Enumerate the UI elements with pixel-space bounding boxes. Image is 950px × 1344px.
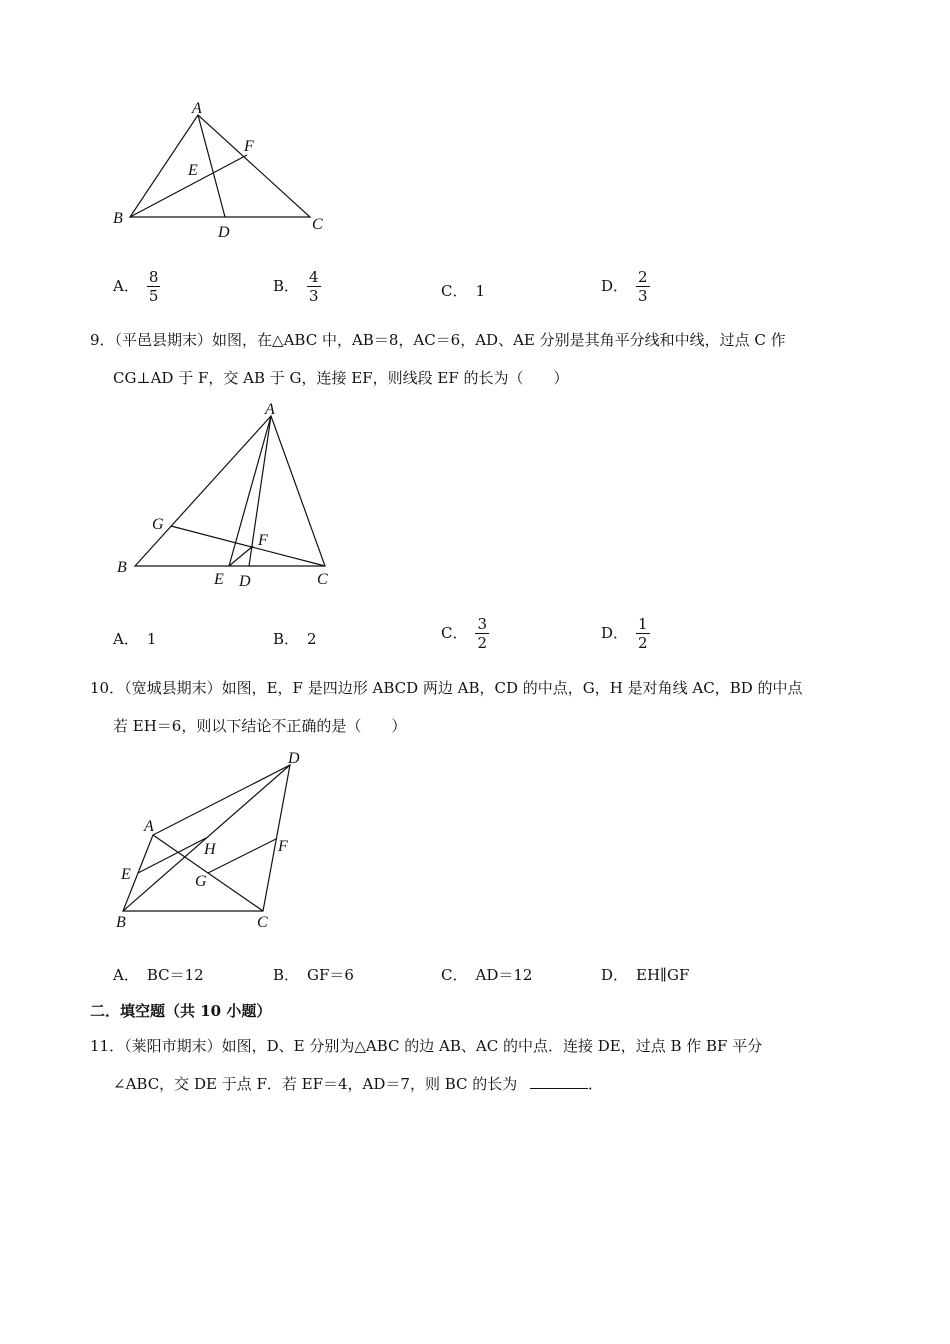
q9-label-c: C (317, 571, 328, 588)
fraction (636, 615, 650, 652)
q10-label-e: E (121, 866, 131, 883)
option-label: C． (441, 282, 468, 300)
denominator: 5 (148, 287, 159, 305)
option-value: EH∥GF (636, 966, 690, 984)
fraction (307, 268, 321, 305)
fraction (475, 615, 489, 652)
option-value: BC＝12 (146, 966, 204, 984)
q8-segment-ad (198, 115, 225, 217)
option-value: 1 (475, 282, 486, 300)
denominator: 3 (309, 287, 319, 305)
fraction (636, 268, 650, 305)
option-label: B． (273, 276, 300, 295)
q8-label-b: B (113, 210, 123, 227)
fraction (147, 268, 161, 305)
q10-segment-gf (208, 839, 276, 873)
q10-figure (105, 743, 325, 938)
q8-label-a: A (192, 100, 202, 117)
q9-triangle-abc (135, 416, 325, 566)
q9-figure (105, 398, 345, 593)
option-label: D． (601, 276, 629, 295)
numerator: 1 (638, 615, 648, 633)
option-label: D． (601, 623, 629, 642)
option-value: GF＝6 (307, 966, 354, 984)
answer-blank[interactable] (530, 1074, 588, 1089)
q8-figure (105, 95, 345, 245)
q9-stem-line2: CG⊥AD 于 F，交 AB 于 G，连接 EF，则线段 EF 的长为（ ） (113, 369, 569, 387)
option-label: D． (601, 966, 629, 984)
numerator: 3 (477, 615, 488, 633)
q10-option-a[interactable] (113, 964, 204, 985)
q10-option-d[interactable] (601, 964, 689, 985)
q10-label-b: B (116, 914, 126, 931)
option-label: C． (441, 966, 468, 984)
q9-label-f: F (258, 532, 268, 549)
q9-option-c[interactable] (441, 615, 489, 652)
q10-label-d: D (288, 750, 300, 767)
numerator: 2 (638, 268, 648, 286)
q10-label-c: C (257, 914, 268, 931)
q8-option-a[interactable] (113, 268, 160, 305)
q8-option-b[interactable] (273, 268, 321, 305)
option-label: A． (113, 630, 139, 648)
q11-stem-line1: 11．（莱阳市期末）如图，D、E 分别为△ABC 的边 AB、AC 的中点．连接 DE，过点 B 作 BF 平分 (90, 1037, 763, 1055)
q9-option-b[interactable] (273, 628, 317, 649)
q10-stem-line2: 若 EH＝6，则以下结论不正确的是（ ） (113, 717, 407, 735)
q9-label-d: D (239, 573, 251, 590)
q9-label-e: E (214, 571, 224, 588)
option-label: B． (273, 630, 300, 648)
q9-stem-line1: 9．（平邑县期末）如图，在△ABC 中，AB＝8，AC＝6，AD、AE 分别是其角平分线和中线，过点 C 作 (90, 331, 786, 349)
q10-option-b[interactable] (273, 964, 354, 985)
q8-label-c: C (312, 216, 323, 233)
q8-label-e: E (188, 162, 198, 179)
q11-stem-line2 (113, 1073, 603, 1094)
q8-label-d: D (218, 224, 230, 241)
q9-segment-cg (171, 526, 325, 566)
q9-option-d[interactable] (601, 615, 650, 652)
q10-stem-line1: 10．（宽城县期末）如图，E，F 是四边形 ABCD 两边 AB，CD 的中点，G，H 是对角线 AC，BD 的中点 (90, 679, 803, 697)
option-label: A． (113, 276, 139, 295)
numerator: 8 (148, 268, 159, 286)
q8-option-c[interactable] (441, 280, 485, 301)
numerator: 4 (309, 268, 319, 286)
q10-label-h: H (204, 841, 216, 858)
q10-option-c[interactable] (441, 964, 532, 985)
q11-stem-end: ． (588, 1075, 604, 1093)
q8-label-f: F (244, 138, 254, 155)
q9-label-b: B (117, 559, 127, 576)
option-value: 1 (146, 630, 157, 648)
option-label: B． (273, 966, 300, 984)
q9-option-a[interactable] (113, 628, 156, 649)
option-value: AD＝12 (475, 966, 533, 984)
q8-triangle-abc (130, 115, 310, 217)
option-label: A． (113, 966, 139, 984)
section-title: 二．填空题（共 10 小题） (90, 1002, 272, 1020)
q9-label-g: G (152, 516, 164, 533)
q10-label-f: F (278, 838, 288, 855)
q8-option-d[interactable] (601, 268, 650, 305)
q10-label-g: G (195, 873, 207, 890)
option-value: 2 (307, 630, 317, 648)
option-label: C． (441, 623, 468, 642)
denominator: 3 (638, 287, 648, 305)
denominator: 2 (477, 634, 488, 652)
q10-label-a: A (144, 818, 154, 835)
q11-stem-text: ∠ABC，交 DE 于点 F．若 EF＝4，AD＝7，则 BC 的长为 (113, 1075, 518, 1093)
denominator: 2 (638, 634, 648, 652)
q9-label-a: A (265, 401, 275, 418)
